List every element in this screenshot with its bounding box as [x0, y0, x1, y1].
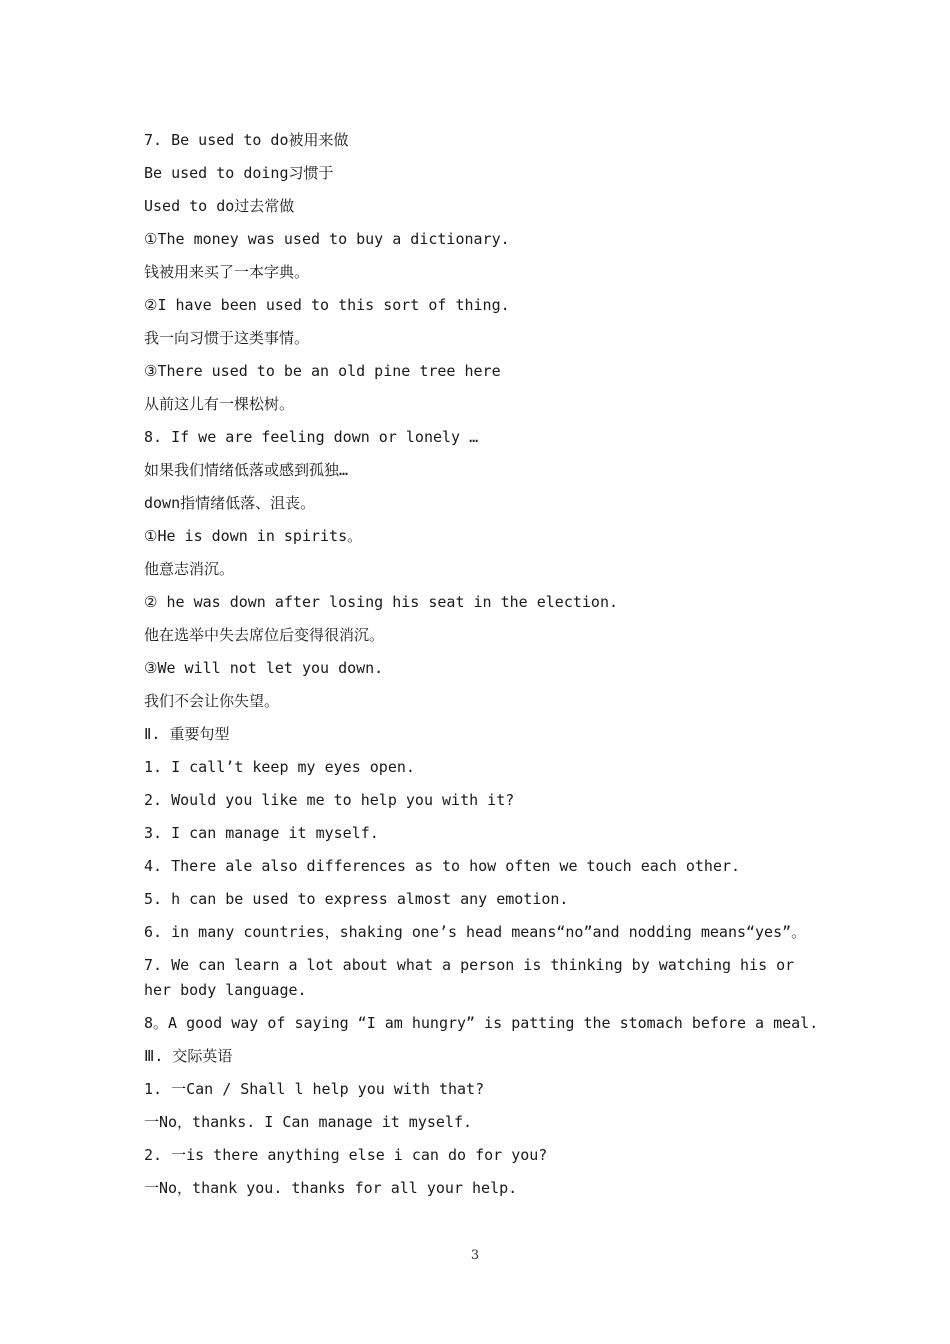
text-line: ①The money was used to buy a dictionary.	[144, 230, 510, 248]
text-line: 2. 一is there anything else i can do for you?	[144, 1146, 548, 1164]
text-line: ③There used to be an old pine tree here	[144, 362, 501, 380]
text-line: ②I have been used to this sort of thing.	[144, 296, 510, 314]
page-number: 3	[470, 1248, 480, 1263]
text-line: 8。A good way of saying “I am hungry” is patting the stomach before a meal.	[144, 1014, 819, 1032]
document-body	[144, 124, 819, 1205]
text-line: 7. We can learn a lot about what a person is thinking by watching his or her body language.	[144, 956, 795, 999]
text-line: 7. Be used to do被用来做	[144, 131, 349, 149]
text-line: 我们不会让你失望。	[144, 692, 280, 710]
text-line: Be used to doing习惯于	[144, 164, 334, 182]
section-heading: Ⅲ. 交际英语	[144, 1047, 233, 1065]
text-line: ② he was down after losing his seat in the election.	[144, 593, 619, 611]
text-line: down指情绪低落、沮丧。	[144, 494, 316, 512]
text-line: 一No，thank you. thanks for all your help.	[144, 1179, 518, 1197]
text-line: 他意志消沉。	[144, 560, 235, 578]
text-line: 钱被用来买了一本字典。	[144, 263, 310, 281]
text-line: 1. I call’t keep my eyes open.	[144, 758, 415, 776]
text-line: 4. There ale also differences as to how often we touch each other.	[144, 857, 741, 875]
text-line: 5. h can be used to express almost any emotion.	[144, 890, 569, 908]
section-heading: Ⅱ. 重要句型	[144, 725, 230, 743]
text-line: 如果我们情绪低落或感到孤独…	[144, 461, 349, 479]
text-line: 8. If we are feeling down or lonely …	[144, 428, 479, 446]
text-line: 2. Would you like me to help you with it?	[144, 791, 515, 809]
text-line: 他在选举中失去席位后变得很消沉。	[144, 626, 385, 644]
text-line: 我一向习惯于这类事情。	[144, 329, 310, 347]
text-line: ①He is down in spirits。	[144, 527, 363, 545]
text-line: 1. 一Can / Shall l help you with that?	[144, 1080, 485, 1098]
text-line: 一No，thanks. I Can manage it myself.	[144, 1113, 473, 1131]
text-line: Used to do过去常做	[144, 197, 295, 215]
text-line: 6. in many countries，shaking one’s head means“no”and nodding means“yes”。	[144, 923, 807, 941]
text-line: 3. I can manage it myself.	[144, 824, 379, 842]
text-line: ③We will not let you down.	[144, 659, 384, 677]
text-line: 从前这儿有一棵松树。	[144, 395, 295, 413]
